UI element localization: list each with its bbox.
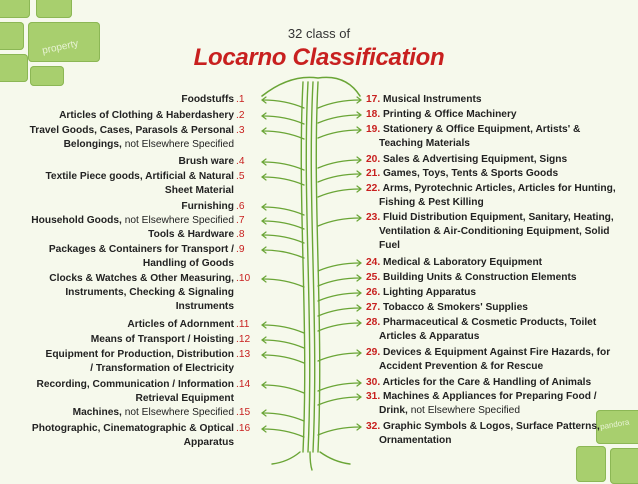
- class-name-text: Brush ware: [178, 156, 234, 167]
- branch-line: [320, 452, 350, 464]
- class-name-line: [366, 417, 630, 434]
- class-number: .9: [236, 244, 245, 255]
- branch-line: [263, 207, 304, 215]
- class-number: 17.: [366, 94, 383, 105]
- class-name-text: Machines & Appliances for Preparing Food /: [383, 391, 597, 402]
- class-name-line: [0, 124, 262, 138]
- class-number: .11: [236, 319, 250, 330]
- class-name-text: / Transformation of Electricity: [90, 363, 234, 374]
- branch-line: [263, 385, 304, 393]
- right-class-item: [366, 182, 628, 210]
- class-name-text: Machines,: [72, 407, 122, 418]
- left-class-item: [0, 170, 262, 198]
- left-class-item: [0, 214, 262, 228]
- branch-line: [318, 189, 360, 197]
- class-number: 21.: [366, 168, 383, 179]
- branch-line: [263, 279, 304, 287]
- class-name-line: [0, 214, 262, 228]
- class-number: 19.: [366, 124, 383, 135]
- left-class-item: [0, 333, 262, 347]
- class-name-line: [0, 109, 262, 123]
- class-number: .13: [236, 349, 251, 360]
- class-name-line: [0, 184, 262, 198]
- class-number: 25.: [366, 272, 383, 283]
- class-name-line: [366, 108, 628, 122]
- class-name-text: Retrieval Equipment: [135, 393, 234, 404]
- class-name-line: [0, 378, 262, 392]
- class-name-line: [0, 333, 262, 347]
- left-class-item: [0, 124, 262, 152]
- class-name-line: [0, 228, 262, 242]
- class-name-text: Arms, Pyrotechnic Articles, Articles for Hunting,: [382, 183, 616, 194]
- class-name-line: [366, 93, 628, 107]
- branch-line: [318, 278, 360, 286]
- branch-line: [318, 174, 360, 182]
- class-name-text: Apparatus: [183, 437, 234, 448]
- class-name-text: Articles for the Care & Handling of Animals: [382, 377, 592, 388]
- right-class-item: [366, 271, 628, 285]
- class-name-line: [366, 196, 628, 210]
- left-class-item: [0, 406, 262, 420]
- left-class-item: [0, 378, 262, 406]
- class-name-line: [0, 392, 262, 406]
- branch-line: [263, 355, 304, 363]
- class-name-text: Belongings,: [63, 139, 122, 150]
- class-name-line: [366, 271, 628, 285]
- right-class-item: [366, 390, 628, 418]
- class-name-line: [0, 138, 262, 152]
- left-class-item: [0, 200, 262, 214]
- class-name-line: [0, 200, 262, 214]
- class-number: 23.: [366, 212, 383, 223]
- right-class-item: [366, 93, 628, 107]
- class-number: .2: [236, 110, 245, 121]
- class-name-text: Tools & Hardware: [148, 229, 234, 240]
- class-name-text: Stationery & Office Equipment, Artists' &: [383, 124, 581, 135]
- branch-line: [263, 340, 304, 348]
- branch-line: [306, 82, 309, 452]
- class-name-line: [366, 404, 628, 418]
- right-class-item: [366, 376, 628, 390]
- class-number: .4: [236, 156, 245, 167]
- class-name-line: [0, 170, 262, 184]
- class-name-line: [366, 301, 628, 315]
- class-name-text: Ornamentation: [379, 435, 452, 446]
- right-class-item: [366, 167, 628, 181]
- class-name-text: Teaching Materials: [379, 138, 470, 149]
- right-class-item: [366, 108, 628, 122]
- class-name-line: [366, 182, 628, 196]
- class-name-text: Equipment for Production, Distribution: [45, 349, 234, 360]
- class-name-line: [0, 286, 262, 300]
- class-name-text: Medical & Laboratory Equipment: [383, 257, 543, 268]
- class-name-text: Textile Piece goods, Artificial & Natural: [45, 171, 234, 182]
- class-name-text: Clocks & Watches & Other Measuring,: [49, 273, 234, 284]
- class-number: 31.: [366, 391, 383, 402]
- class-name-text: Handling of Goods: [142, 258, 234, 269]
- left-class-item: [0, 272, 262, 314]
- class-number: .6: [236, 201, 245, 212]
- class-name-text: Building Units & Construction Elements: [383, 272, 577, 283]
- class-number: .8: [236, 229, 245, 240]
- class-name-line: [366, 346, 628, 360]
- class-number: 22.: [366, 183, 383, 194]
- property-key-label: property: [41, 38, 80, 57]
- branch-line: [311, 82, 314, 452]
- class-name-text: Articles of Adornment: [127, 319, 234, 330]
- class-name-text: Articles & Apparatus: [379, 331, 480, 342]
- right-class-item: [366, 286, 628, 300]
- left-class-item: [0, 348, 262, 376]
- class-name-line: [366, 211, 628, 225]
- class-number: 26.: [366, 287, 383, 298]
- class-name-text: Instruments: [175, 301, 234, 312]
- left-class-item: [0, 243, 262, 271]
- class-name-text: Fluid Distribution Equipment, Sanitary, Heating,: [383, 212, 614, 223]
- class-name-line: [366, 286, 628, 300]
- class-name-line: [0, 257, 262, 271]
- class-number: 32.: [366, 421, 383, 432]
- class-name-line: [366, 239, 628, 253]
- branch-line: [318, 308, 360, 316]
- branch-line: [263, 429, 304, 437]
- class-name-text: Travel Goods, Cases, Parasols & Personal: [29, 125, 234, 136]
- left-class-item: [0, 155, 262, 169]
- class-note: not Elsewhere Specified: [121, 139, 234, 150]
- class-name-line: [0, 348, 262, 362]
- class-number: .1: [236, 94, 245, 105]
- class-name-text: Photographic, Cinematographic & Optical: [31, 423, 234, 434]
- class-number: 30.: [366, 377, 383, 388]
- branch-line: [318, 293, 360, 301]
- class-name-text: Means of Transport / Hoisting: [90, 334, 234, 345]
- class-name-text: Fishing & Pest Killing: [379, 197, 484, 208]
- branch-line: [263, 413, 304, 421]
- branch-line: [310, 452, 312, 470]
- left-class-item: [0, 422, 262, 450]
- class-number: .16: [236, 423, 251, 434]
- class-number: .7: [236, 215, 245, 226]
- branch-line: [263, 131, 304, 139]
- class-name-line: [366, 153, 628, 167]
- class-name-text: Accident Prevention & for Rescue: [379, 361, 544, 372]
- class-name-text: Pharmaceutical & Cosmetic Products, Toilet: [383, 317, 597, 328]
- class-name-line: [0, 272, 262, 286]
- left-class-item: [0, 93, 262, 107]
- class-name-line: [0, 422, 262, 436]
- class-note: not Elsewhere Specified: [407, 405, 521, 416]
- branch-line: [318, 427, 360, 435]
- class-name-text: Games, Toys, Tents & Sports Goods: [383, 168, 559, 179]
- class-name-text: Fuel: [379, 240, 400, 251]
- class-number: .5: [236, 171, 245, 182]
- branch-line: [263, 325, 304, 333]
- branch-line: [318, 130, 360, 138]
- class-name-text: Instruments, Checking & Signaling: [65, 287, 234, 298]
- class-name-text: Drink,: [379, 405, 408, 416]
- class-name-line: [0, 300, 262, 314]
- class-number: 29.: [366, 347, 383, 358]
- branch-line: [263, 177, 304, 185]
- class-name-line: [0, 362, 262, 376]
- class-number: 24.: [366, 257, 383, 268]
- class-name-text: Recording, Communication / Information: [36, 379, 234, 390]
- branch-line: [263, 100, 304, 108]
- class-name-text: Graphic Symbols & Logos, Surface Patterns,: [383, 421, 600, 432]
- right-class-item: [366, 123, 628, 151]
- class-number: 27.: [366, 302, 383, 313]
- class-name-text: Furnishing: [181, 201, 234, 212]
- class-number: .10: [236, 273, 251, 284]
- branch-line: [272, 452, 300, 464]
- class-name-line: [0, 436, 262, 450]
- branch-line: [318, 115, 360, 123]
- branch-line: [318, 383, 360, 391]
- class-name-text: Tobacco & Smokers' Supplies: [383, 302, 528, 313]
- class-name-line: [366, 390, 628, 404]
- right-class-item: [366, 417, 630, 448]
- class-number: 28.: [366, 317, 383, 328]
- class-note: not Elsewhere Specified: [121, 407, 234, 418]
- class-name-text: Packages & Containers for Transport /: [48, 244, 234, 255]
- left-class-item: [0, 228, 262, 242]
- class-number: .12: [236, 334, 251, 345]
- class-name-line: [366, 167, 628, 181]
- class-name-text: Printing & Office Machinery: [383, 109, 517, 120]
- left-class-item: [0, 318, 262, 332]
- class-name-text: Devices & Equipment Against Fire Hazards, for: [383, 347, 611, 358]
- class-name-line: [366, 376, 628, 390]
- branch-line: [262, 77, 360, 96]
- class-name-line: [0, 155, 262, 169]
- branch-line: [263, 235, 304, 243]
- class-name-text: Articles of Clothing & Haberdashery: [59, 110, 234, 121]
- class-name-line: [0, 93, 262, 107]
- class-number: .15: [236, 407, 251, 418]
- right-class-item: [366, 316, 628, 344]
- class-name-line: [366, 434, 628, 448]
- right-class-item: [366, 346, 628, 374]
- branch-line: [263, 221, 304, 229]
- branch-line: [263, 250, 304, 258]
- class-name-text: Sheet Material: [164, 185, 234, 196]
- class-name-line: [0, 406, 262, 420]
- class-name-line: [0, 243, 262, 257]
- branch-line: [318, 218, 360, 226]
- branch-line: [318, 100, 360, 108]
- pandora-key-label: pandora: [599, 417, 630, 432]
- class-name-text: Ventilation & Air-Conditioning Equipment, Solid: [379, 226, 610, 237]
- class-name-text: Lighting Apparatus: [383, 287, 477, 298]
- class-name-text: Sales & Advertising Equipment, Signs: [383, 154, 568, 165]
- class-name-line: [366, 330, 628, 344]
- right-class-item: [366, 301, 628, 315]
- right-class-item: [366, 153, 628, 167]
- page-title: Locarno Classification: [193, 44, 445, 71]
- class-name-text: Household Goods,: [31, 215, 122, 226]
- right-class-item: [366, 256, 628, 270]
- branch-line: [318, 353, 360, 361]
- class-name-text: Musical Instruments: [383, 94, 482, 105]
- class-name-line: [366, 316, 628, 330]
- class-name-text: Foodstuffs: [181, 94, 234, 105]
- class-number: 20.: [366, 154, 383, 165]
- class-number: .14: [236, 379, 251, 390]
- class-number: 18.: [366, 109, 383, 120]
- branch-line: [318, 397, 360, 405]
- branch-line: [263, 116, 304, 124]
- branch-line: [318, 263, 360, 271]
- class-note: not Elsewhere Specified: [121, 215, 234, 226]
- right-class-item: [366, 211, 628, 253]
- branch-line: [263, 162, 304, 170]
- class-name-line: [0, 318, 262, 332]
- class-name-line: [366, 256, 628, 270]
- class-name-line: [366, 360, 628, 374]
- left-class-item: [0, 109, 262, 123]
- class-name-line: [366, 225, 628, 239]
- class-name-line: [366, 137, 628, 151]
- branch-line: [318, 160, 360, 168]
- subtitle: 32 class of: [287, 26, 351, 41]
- branch-line: [318, 323, 360, 331]
- class-number: .3: [236, 125, 245, 136]
- class-name-line: [366, 123, 628, 137]
